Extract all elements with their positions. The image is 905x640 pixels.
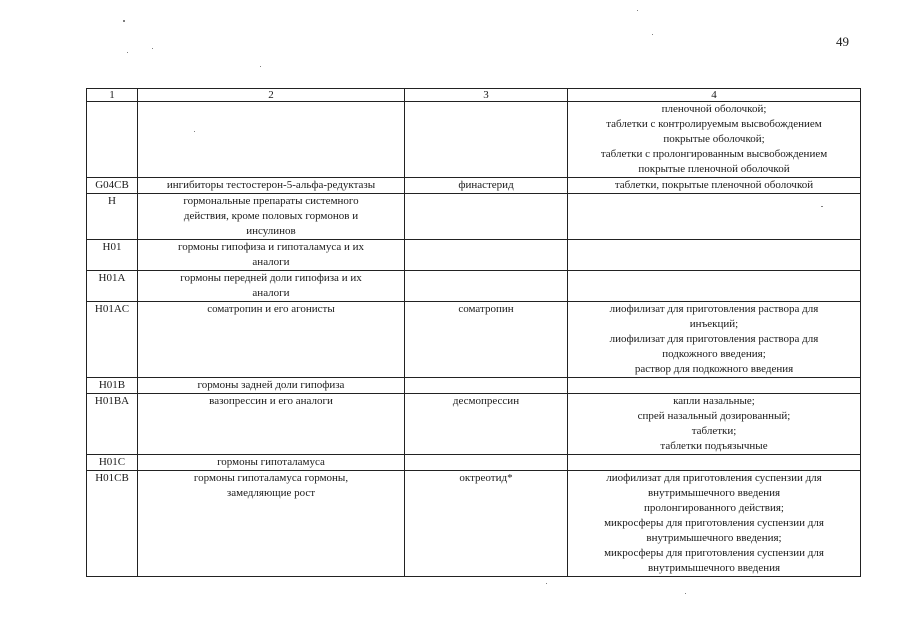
- group-line: гормоны передней доли гипофиза и их: [180, 272, 362, 284]
- group-line: ингибиторы тестостерон-5-альфа-редуктазы: [166, 179, 376, 191]
- atc-code-cell: H01: [87, 240, 138, 271]
- column-header: 3: [405, 89, 568, 102]
- group-cell: [138, 178, 405, 194]
- forms-cell: [568, 378, 861, 394]
- atc-code-cell: H01C: [87, 455, 138, 471]
- scan-speck: [652, 34, 653, 35]
- table-row: [87, 455, 861, 471]
- form-line: спрей назальный дозированный;: [637, 410, 791, 422]
- group-cell: [138, 471, 405, 577]
- atc-code-cell: H01A: [87, 271, 138, 302]
- form-line: инъекций;: [689, 318, 739, 330]
- drug-cell: [405, 378, 568, 394]
- forms-cell: [568, 102, 861, 178]
- scan-speck: [260, 66, 261, 67]
- scan-speck: [637, 10, 638, 11]
- drug-cell: октреотид*: [405, 471, 568, 577]
- form-line: микросферы для приготовления суспензии для: [604, 547, 824, 559]
- forms-cell: [568, 455, 861, 471]
- form-line: таблетки;: [691, 425, 737, 437]
- group-line: гормональные препараты системного: [183, 195, 359, 207]
- scan-speck: [685, 593, 686, 594]
- form-line: лиофилизат для приготовления суспензии для: [606, 472, 822, 484]
- form-line: пролонгированного действия;: [644, 502, 784, 514]
- table-row: [87, 394, 861, 455]
- form-line: подкожного введения;: [662, 348, 766, 360]
- table-row: [87, 178, 861, 194]
- forms-cell: [568, 178, 861, 194]
- group-cell: [138, 240, 405, 271]
- form-line: покрытые оболочкой;: [663, 133, 765, 145]
- group-line: аналоги: [252, 287, 290, 299]
- group-line: инсулинов: [246, 225, 296, 237]
- group-line: гормоны гипоталамуса: [217, 456, 325, 468]
- group-line: соматропин и его агонисты: [207, 303, 335, 315]
- table-row: [87, 271, 861, 302]
- form-line: внутримышечного введения: [647, 562, 781, 574]
- forms-cell: [568, 271, 861, 302]
- scan-speck: [546, 583, 547, 584]
- group-cell: [138, 194, 405, 240]
- form-line: капли назальные;: [673, 395, 755, 407]
- group-line: гормоны гипофиза и гипоталамуса и их: [177, 241, 365, 253]
- group-cell: [138, 271, 405, 302]
- column-header: 4: [568, 89, 861, 102]
- scan-speck: [123, 20, 125, 22]
- column-header: 2: [138, 89, 405, 102]
- atc-code-cell: G04CB: [87, 178, 138, 194]
- forms-cell: [568, 302, 861, 378]
- table-header-row: [87, 89, 861, 102]
- drug-cell: соматропин: [405, 302, 568, 378]
- table-row: [87, 378, 861, 394]
- drug-cell: [405, 455, 568, 471]
- form-line: внутримышечного введения;: [646, 532, 782, 544]
- drug-cell: финастерид: [405, 178, 568, 194]
- atc-code-cell: H01AC: [87, 302, 138, 378]
- form-line: таблетки с контролируемым высвобождением: [606, 118, 822, 130]
- atc-code-cell: H01BA: [87, 394, 138, 455]
- drug-cell: десмопрессин: [405, 394, 568, 455]
- group-line: действия, кроме половых гормонов и: [183, 210, 359, 222]
- atc-code-cell: [87, 102, 138, 178]
- forms-cell: [568, 194, 861, 240]
- group-line: вазопрессин и его аналоги: [209, 395, 333, 407]
- drug-cell: [405, 194, 568, 240]
- form-line: лиофилизат для приготовления раствора для: [609, 303, 819, 315]
- group-cell: [138, 302, 405, 378]
- group-line: аналоги: [252, 256, 290, 268]
- page-number: 49: [836, 34, 849, 49]
- forms-cell: [568, 394, 861, 455]
- drug-table: [86, 88, 861, 577]
- drug-cell: [405, 240, 568, 271]
- form-line: микросферы для приготовления суспензии для: [604, 517, 824, 529]
- table-row: [87, 194, 861, 240]
- column-header: 1: [87, 89, 138, 102]
- drug-cell: [405, 102, 568, 178]
- forms-cell: [568, 240, 861, 271]
- atc-code-cell: H01CB: [87, 471, 138, 577]
- table-row: [87, 102, 861, 178]
- group-line: гормоны задней доли гипофиза: [197, 379, 345, 391]
- form-line: таблетки подъязычные: [660, 440, 768, 452]
- form-line: лиофилизат для приготовления раствора для: [609, 333, 819, 345]
- form-line: таблетки с пролонгированным высвобождением: [600, 148, 828, 160]
- group-cell: [138, 455, 405, 471]
- group-line: замедляющие рост: [226, 487, 316, 499]
- table-row: [87, 471, 861, 577]
- drug-cell: [405, 271, 568, 302]
- scan-speck: [152, 48, 153, 49]
- table-row: [87, 302, 861, 378]
- form-line: внутримышечного введения: [647, 487, 781, 499]
- form-line: пленочной оболочкой;: [661, 103, 767, 115]
- group-cell: [138, 378, 405, 394]
- group-cell: [138, 394, 405, 455]
- group-line: гормоны гипоталамуса гормоны,: [193, 472, 349, 484]
- atc-code-cell: H01B: [87, 378, 138, 394]
- forms-cell: [568, 471, 861, 577]
- form-line: покрытые пленочной оболочкой: [638, 163, 790, 175]
- form-line: таблетки, покрытые пленочной оболочкой: [614, 179, 814, 191]
- table-row: [87, 240, 861, 271]
- scan-speck: [127, 52, 128, 53]
- group-cell: [138, 102, 405, 178]
- form-line: раствор для подкожного введения: [634, 363, 794, 375]
- atc-code-cell: H: [87, 194, 138, 240]
